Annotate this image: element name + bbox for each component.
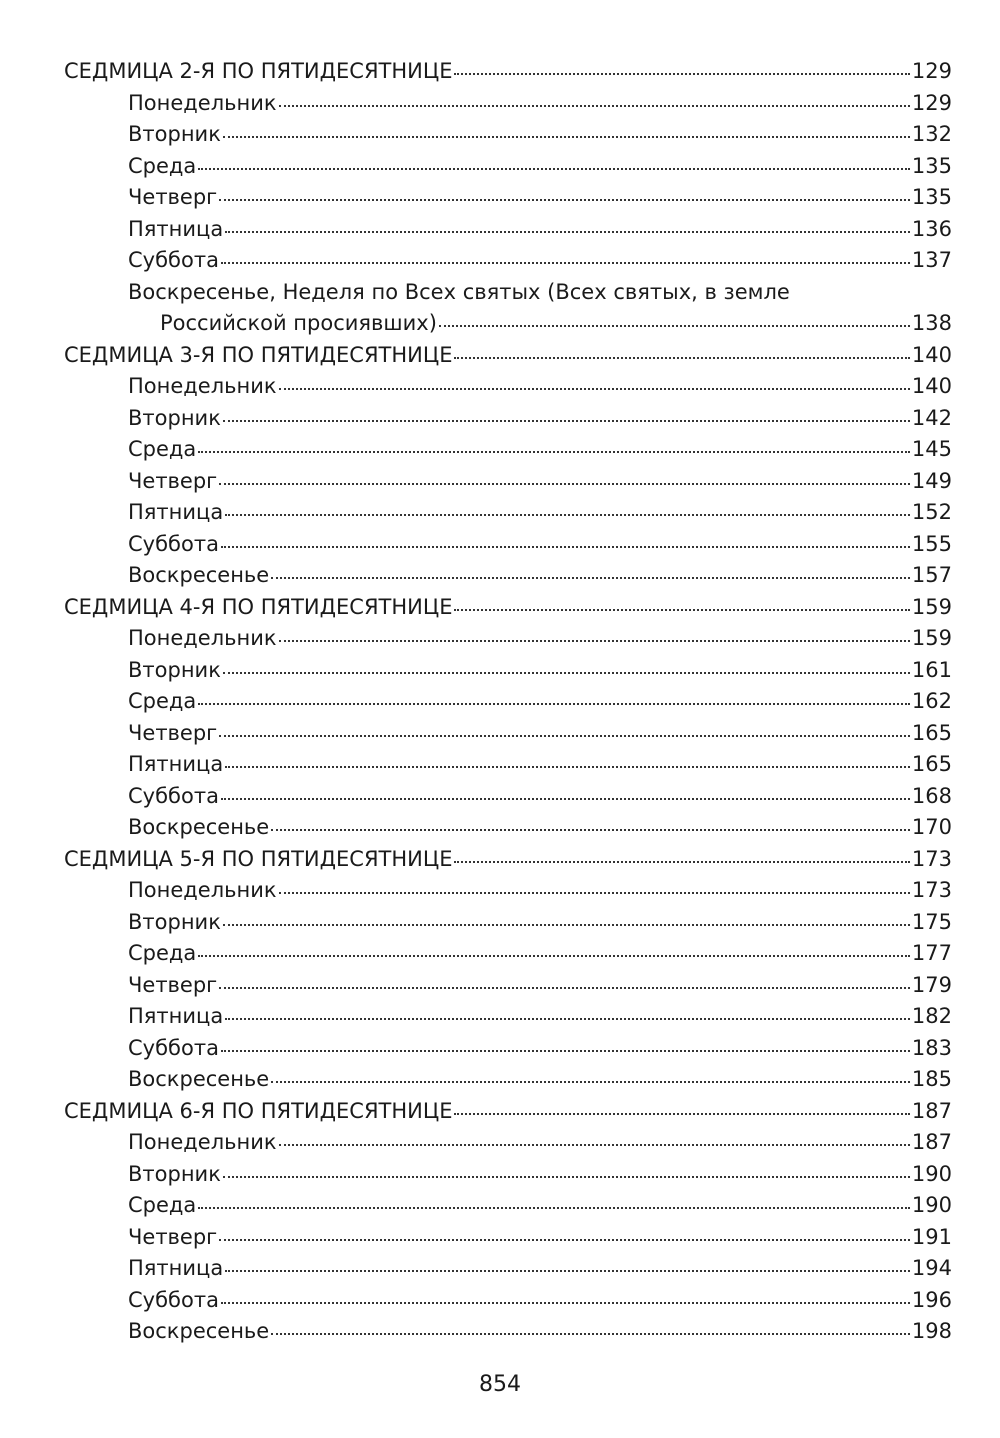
page-number: 162	[911, 689, 952, 713]
dot-leader	[198, 1206, 910, 1209]
entry-label: Пятница	[128, 1004, 224, 1028]
page-number: 142	[911, 405, 952, 430]
entry-label: Вторник	[128, 122, 221, 146]
toc-section-heading[interactable]	[64, 56, 952, 88]
page-number: 157	[911, 563, 952, 587]
toc-entry[interactable]	[64, 623, 952, 655]
dot-leader	[223, 671, 910, 674]
dot-leader	[221, 261, 910, 264]
page-number: 129	[911, 59, 952, 83]
section-title: СЕДМИЦА 3-Я ПО ПЯТИДЕСЯТНИЦЕ	[64, 342, 453, 367]
entry-label: Пятница	[128, 1256, 224, 1280]
dot-leader	[271, 576, 910, 579]
dot-leader	[454, 356, 909, 359]
dot-leader	[198, 450, 910, 453]
entry-label-line1: Воскресенье, Неделя по Всех святых (Всех святых, в земле	[128, 279, 790, 304]
dot-leader	[223, 135, 910, 138]
dot-leader	[223, 419, 910, 422]
toc-entry[interactable]	[64, 214, 952, 246]
dot-leader	[225, 513, 910, 516]
page-number: 170	[911, 815, 952, 839]
page-number: 187	[911, 1098, 952, 1123]
page-number: 152	[911, 500, 952, 524]
page-number: 168	[911, 783, 952, 808]
page-number: 191	[911, 1224, 952, 1249]
toc-section-heading[interactable]	[64, 1096, 952, 1128]
dot-leader	[271, 1080, 910, 1083]
entry-label: Суббота	[128, 531, 219, 556]
entry-label: Четверг	[128, 972, 218, 997]
page-number: 132	[911, 122, 952, 146]
page-number: 135	[911, 153, 952, 178]
page-number: 187	[911, 1130, 952, 1154]
toc-entry[interactable]	[64, 1316, 952, 1348]
dot-leader	[454, 860, 909, 863]
toc-entry[interactable]	[64, 466, 952, 498]
toc-entry-long-line1[interactable]	[64, 277, 952, 309]
dot-leader	[454, 72, 909, 75]
toc-entry[interactable]	[64, 655, 952, 687]
page-footer-number: 854	[479, 1372, 521, 1397]
toc-section-heading[interactable]	[64, 592, 952, 624]
toc-entry[interactable]	[64, 434, 952, 466]
toc-section-heading[interactable]	[64, 340, 952, 372]
entry-label: Суббота	[128, 1035, 219, 1060]
toc-entry[interactable]	[64, 1253, 952, 1285]
page-number: 155	[911, 531, 952, 556]
entry-label: Четверг	[128, 185, 218, 209]
dot-leader	[279, 387, 910, 390]
page-number: 159	[911, 626, 952, 650]
dot-leader	[271, 828, 910, 831]
entry-label: Вторник	[128, 657, 221, 682]
dot-leader	[271, 1332, 910, 1335]
entry-label: Четверг	[128, 1224, 218, 1249]
entry-label: Вторник	[128, 405, 221, 430]
entry-label: Понедельник	[128, 626, 277, 650]
toc-entry[interactable]	[64, 970, 952, 1002]
entry-label: Среда	[128, 689, 197, 713]
page-number: 194	[911, 1256, 952, 1280]
toc-entry[interactable]	[64, 119, 952, 151]
page-number: 140	[911, 374, 952, 398]
page-number: 165	[911, 752, 952, 776]
page-number: 161	[911, 657, 952, 682]
toc-entry[interactable]	[64, 1033, 952, 1065]
toc-entry[interactable]	[64, 151, 952, 183]
entry-label: Среда	[128, 437, 197, 461]
dot-leader	[198, 167, 910, 170]
entry-label: Вторник	[128, 909, 221, 934]
toc-entry[interactable]	[64, 812, 952, 844]
entry-label: Понедельник	[128, 90, 277, 115]
page-number: 165	[911, 720, 952, 745]
toc-entry[interactable]	[64, 371, 952, 403]
page-number: 145	[911, 437, 952, 461]
dot-leader	[219, 1238, 910, 1241]
section-title: СЕДМИЦА 4-Я ПО ПЯТИДЕСЯТНИЦЕ	[64, 594, 453, 619]
toc-entry[interactable]	[64, 1127, 952, 1159]
page-number: 198	[911, 1319, 952, 1343]
entry-label: Вторник	[128, 1161, 221, 1186]
toc-entry[interactable]	[64, 1159, 952, 1191]
dot-leader	[279, 104, 910, 107]
dot-leader	[219, 198, 910, 201]
entry-label: Пятница	[128, 216, 224, 241]
toc-entry[interactable]	[64, 907, 952, 939]
entry-label: Суббота	[128, 783, 219, 808]
entry-label: Суббота	[128, 1287, 219, 1312]
toc-entry[interactable]	[64, 781, 952, 813]
entry-label: Пятница	[128, 752, 224, 776]
toc-section-heading[interactable]	[64, 844, 952, 876]
dot-leader	[225, 230, 910, 233]
dot-leader	[221, 1049, 910, 1052]
dot-leader	[225, 765, 910, 768]
page-number: 136	[911, 216, 952, 241]
dot-leader	[219, 986, 910, 989]
toc-entry[interactable]	[64, 403, 952, 435]
entry-label-line2: Российской просиявших)	[160, 311, 437, 335]
toc-entry[interactable]	[64, 88, 952, 120]
entry-label: Четверг	[128, 468, 218, 493]
toc-entry[interactable]	[64, 1190, 952, 1222]
dot-leader	[198, 954, 910, 957]
page-number: 190	[911, 1161, 952, 1186]
entry-label: Воскресенье	[128, 815, 270, 839]
page-number: 137	[911, 248, 952, 272]
entry-label: Воскресенье	[128, 563, 270, 587]
toc-entry[interactable]	[64, 1001, 952, 1033]
page-number: 140	[911, 342, 952, 367]
dot-leader	[279, 639, 910, 642]
toc-entry[interactable]	[64, 182, 952, 214]
page-number: 183	[911, 1035, 952, 1060]
entry-label: Четверг	[128, 720, 218, 745]
page-number: 173	[911, 878, 952, 902]
toc-entry[interactable]	[64, 1064, 952, 1096]
entry-label: Понедельник	[128, 374, 277, 398]
toc-entry[interactable]	[64, 529, 952, 561]
section-title: СЕДМИЦА 5-Я ПО ПЯТИДЕСЯТНИЦЕ	[64, 846, 453, 871]
entry-label: Среда	[128, 153, 197, 178]
section-title: СЕДМИЦА 6-Я ПО ПЯТИДЕСЯТНИЦЕ	[64, 1098, 453, 1123]
toc-entry[interactable]	[64, 749, 952, 781]
entry-label: Пятница	[128, 500, 224, 524]
entry-label: Среда	[128, 1193, 197, 1217]
dot-leader	[223, 923, 910, 926]
page-number: 149	[911, 468, 952, 493]
toc-entry[interactable]	[64, 497, 952, 529]
dot-leader	[198, 702, 910, 705]
page-number: 138	[911, 311, 952, 335]
entry-label: Понедельник	[128, 1130, 277, 1154]
toc-entry[interactable]	[64, 560, 952, 592]
page-number: 196	[911, 1287, 952, 1312]
dot-leader	[439, 324, 910, 327]
dot-leader	[219, 734, 910, 737]
toc-entry[interactable]	[64, 718, 952, 750]
dot-leader	[454, 608, 909, 611]
dot-leader	[225, 1269, 910, 1272]
entry-label: Суббота	[128, 248, 219, 272]
dot-leader	[454, 1112, 909, 1115]
section-title: СЕДМИЦА 2-Я ПО ПЯТИДЕСЯТНИЦЕ	[64, 59, 453, 83]
dot-leader	[221, 797, 910, 800]
toc-entry[interactable]	[64, 245, 952, 277]
toc-entry-long-line2[interactable]	[64, 308, 952, 340]
entry-label: Понедельник	[128, 878, 277, 902]
toc-entry[interactable]	[64, 875, 952, 907]
page-number: 185	[911, 1067, 952, 1091]
dot-leader	[279, 1143, 910, 1146]
page-number: 159	[911, 594, 952, 619]
page-number: 135	[911, 185, 952, 209]
entry-label: Воскресенье	[128, 1067, 270, 1091]
entry-label: Воскресенье	[128, 1319, 270, 1343]
toc-entry[interactable]	[64, 686, 952, 718]
dot-leader	[221, 1301, 910, 1304]
page-number: 175	[911, 909, 952, 934]
toc-entry[interactable]	[64, 938, 952, 970]
page-number: 177	[911, 941, 952, 965]
page-number: 173	[911, 846, 952, 871]
dot-leader	[221, 545, 910, 548]
page-number: 182	[911, 1004, 952, 1028]
dot-leader	[219, 482, 910, 485]
page-number: 129	[911, 90, 952, 115]
dot-leader	[225, 1017, 910, 1020]
entry-label: Среда	[128, 941, 197, 965]
table-of-contents	[64, 56, 952, 1348]
page-number: 179	[911, 972, 952, 997]
toc-entry[interactable]	[64, 1222, 952, 1254]
dot-leader	[279, 891, 910, 894]
toc-entry[interactable]	[64, 1285, 952, 1317]
dot-leader	[223, 1175, 910, 1178]
page-number: 190	[911, 1193, 952, 1217]
